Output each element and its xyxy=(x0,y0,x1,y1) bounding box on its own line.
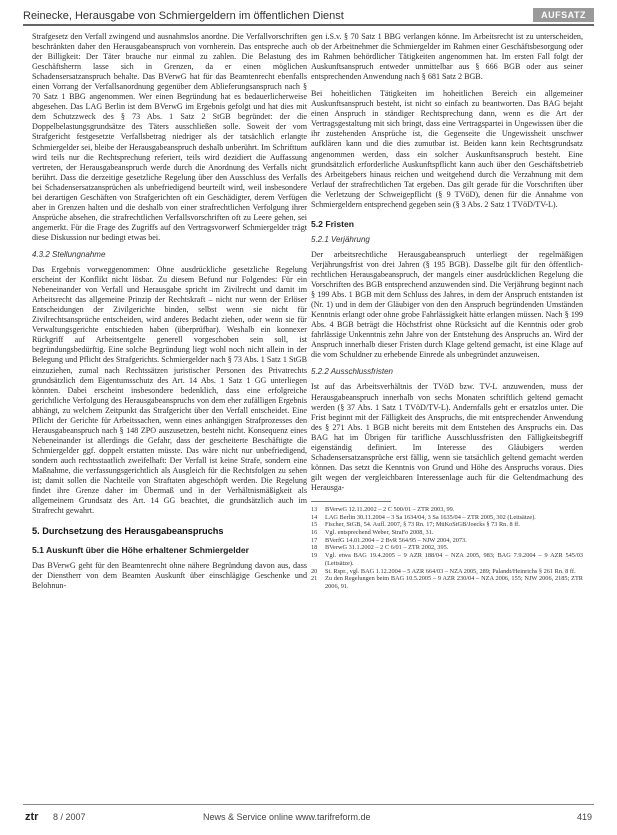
paragraph: Das Ergebnis vorweggenommen: Ohne ausdrückliche gesetzliche Regelung erscheint der Konflikt nicht lösbar. Zu diesem Befund nur Folgendes: Für ein Nebeneinander von Verfall und Herausgabe spricht im Zivilrecht und damit im Arbeitsrecht das allgemeine Prinzip der Rechtskraft – nicht nur wenn der Erlöser Entscheidungen der Zivilgerichte binden, selbst wenn sie nicht für Zivilrechtsansprüche entscheiden, wird anderes Bedacht ziehen, oder wenn sie für Verwaltungsgerichte entschieden haben (überprüfbar). Weshalb ein konnexer Rückgriff auf Arbeitsentgelte generell vorgeschoben sein soll, ist begründungsbedürftig. Eine solche Begründung liegt wohl noch nicht allein in der Belegung und Pflicht des Strafgerichts. Schmiergelder nach § 73 Abs. 1 Satz 1 StGB einzuziehen, zumal nach Rechtssätzen juristischer Personen des Privatrechts grundsätzlich dem Eigentumsschutz des Art. 14 Abs. 1 Satz 1 GG unterliegen könnten. Dabei erscheint insbesondere bedenklich, dass eine erfolgreiche gerichtliche Verfolgung des Herausgabeanspruchs von dem eher zufälligen Ergebnis abhängt, zu welchem Zeitpunkt das Strafgericht über den Verfall entscheidet. Eine Pflicht der Gerichte für Arbeitssachen, wenn eines anhängigen Strafprozesses den Herausgabeanspruch nach § 148 ZPO auszusetzen, besteht nicht. Konsequenz eines Nebeneinander ist allerdings die Gefahr, dass der gescheiterte Beschäftigte die Schmiergelder ggf. doppelt erstatten müsste. Das wäre nicht nur unbefriedigend, sondern auch rechtsstaatlich zweifelhaft: Der Verfall ist keine Strafe, sondern eine Maßnahme, die verfassungsgerichtlich als Ausgleich für die Rechtsfolgen zu sehen ist; damit sollen die Nachteile von Straftaten abgeschöpft werden. Die Regelung findet ihre Grenze daher im Übermaß und in der Verhältnismäßigkeit als allgemeinem Grundsatz des Art. 14 GG beachtet, die grundsätzlich auch im Strafrecht gewahrt. xyxy=(32,265,307,516)
footnote-text: Zu den Regelungen beim BAG 10.5.2005 – 9 AZR 230/04 – NZA 2006, 155; NJW 2006, 2185; ZTR 2006, 91. xyxy=(325,575,583,590)
footer-website: News & Service online www.tarifreform.de xyxy=(203,812,371,822)
footnotes xyxy=(311,506,583,591)
paragraph: Ist auf das Arbeitsverhältnis der TVöD bzw. TV-L anzuwenden, muss der Herausgabeanspruch innerhalb von sechs Monaten schriftlich geltend gemacht werden (§ 37 Abs. 1 Satz 1 TVöD/TV-L). Andernfalls geht er ersatzlos unter. Die Frist beginnt mit der Fälligkeit des Anspruchs, die mit entsprechender Anwendung des § 271 Abs. 1 BGB nicht bereits mit dem Entstehen des Anspruchs ein. Das BAG hat im Übrigen für tarifliche Ausschlussfristen den Fälligkeitsbegriff eigenständig definiert. Im Interesse des Gläubigers werden Schadensersatzansprüche erst fällig, wenn sie tatsächlich geltend gemacht werden können. Das setzt die Kenntnis von Grund und Höhe des Anspruchs voraus. Dies gilt wegen der vergleichbaren Interessenlage auch für die Geltendmachung des Herausga- xyxy=(311,382,583,492)
footnote xyxy=(311,529,583,537)
footnote xyxy=(311,568,583,576)
left-column xyxy=(32,32,307,598)
footnote-number: 14 xyxy=(311,513,318,521)
footnote xyxy=(311,575,583,590)
footnote xyxy=(311,544,583,552)
footnote-text: BVerwG 12.11.2002 – 2 C 500/01 – ZTR 2003, 99. xyxy=(325,505,455,513)
section-badge: AUFSATZ xyxy=(533,8,594,22)
footnote-number: 19 xyxy=(311,552,318,560)
paragraph: gen i.S.v. § 70 Satz 1 BBG verlangen könne. Im Arbeitsrecht ist zu unterscheiden, ob der Arbeitnehmer die Schmiergelder im Rahmen einer Geschäftsbesorgung oder im Rahmen behördlicher Tätigkeiten angenommen hat. Im ersten Fall folgt der Auskunftsanspruch entweder unmittelbar aus § 666 BGB oder aus seiner entsprechenden Anwendung nach § 681 Satz 2 BGB. xyxy=(311,32,583,82)
paragraph: Bei hoheitlichen Tätigkeiten im hoheitlichen Bereich ein allgemeiner Auskunftsanspruch besteht, ist nicht so einfach zu beantworten. Das BAG bejaht einen Anspruch in ständiger Rechtsprechung dann, wenn es die Art der Vertragsgestaltung mit sich bringt, dass eine Vertragspartei in Ungewissen über die ihr zustehenden Ansprüche ist, die Gegenseite die Ungewissheit unschwer aufklären kann und die dies zumutbar ist. Beiden kann kein Rechtsgrundsatz angenommen werden, dass ein solcher Auskunftsanspruch besteht. Eine grundsätzlich erforderliche Auskunftspflicht kann auch über den Geschäftsbetrieb des Arbeitgebers hinaus reichen und weitgehend durch die Verzahnung mit dem Verlauf der strafrechtlichen Tat ergeben. Das gilt gerade für die Vorschriften über die Verletzung der Schweigepflicht (§ 9 TVöD), denen für die Annahme von Schmiergeldern entsprechend gegeben sein (§ 3 Abs. 2 Satz 1 TVöD/TV-L). xyxy=(311,89,583,209)
footnote-number: 21 xyxy=(311,575,318,583)
right-column xyxy=(311,32,583,591)
footnote-number: 16 xyxy=(311,529,318,537)
paragraph: Strafgesetz den Verfall zwingend und ausnahmslos anordne. Die Verfallvorschriften beschränkten daher den Herausgabeanspruch von vornherein. Das entspreche auch der Billigkeit: Der Täter brauche nur einmal zu zahlen. Die Belastung des Geschäftsherrn lasse sich in Grenzen, da er einen möglichen Schadensersatzanspruch behalte. Das BVerwG hat für das Beamtenrecht ebenfalls einen Vorrang der Verfallsanordnung gegenüber dem Ablieferungsanspruch nach § 70 Satz 1 BBG angenommen. Wer einen Begründung hat es bedauerlicherweise abgesehen. Das LAG Berlin ist dem BVerwG im Ergebnis gefolgt und hat dies mit dem Schutzzweck des § 73 Abs. 1 Satz 2 StGB begründet: der die Doppelbelastungsgrundsätze des Täters ausschließen solle. Soweit der vom Strafgericht festgesetzte Verfallsbetrag niedriger als der tatsächlich erlangte Schmiergelder sei, bleibe der Herausgabeanspruch deshalb unberührt. Im Schrifttum wird teils nur die Rechtsprechung referiert, teils wird dezidiert die Auffassung vertreten, der Herausgabeanspruch werde durch die Anordnung des Verfalls nicht berührt. Dass die derzeitige gesetzliche Regelung über den Ausschluss des Verfalls bei Schadensersatzansprüchen als unbefriedigend beurteilt wird, weil insbesondere bei derartigen Geschäften von Strafgerichten oft ein Geschädigter, derem Verfügen aber in Grenzen halten und die deshalb von einer strafrechtlichen Verfolgung ihrer Ansprüche absehen, die strafrechtlichen Verfallsvorschriften oft zu Leere gehen, sei angemerkt. Für die Frage des Zugriffs auf den Vertragsvorwerf Schmiergelder trägt diese Diskussion nur bedingt etwas bei. xyxy=(32,32,307,242)
footnote-number: 15 xyxy=(311,521,318,529)
journal-logo: ztr xyxy=(25,811,39,823)
footnote-number: 13 xyxy=(311,505,318,513)
footnote xyxy=(311,537,583,545)
issue-number: 8 / 2007 xyxy=(53,812,86,822)
footnote xyxy=(311,514,583,522)
page-number: 419 xyxy=(576,812,592,822)
footnote-text: BVerwG 31.1.2002 – 2 C 6/01 – ZTR 2002, 395. xyxy=(325,544,449,552)
subsection-heading: 5.2.2 Ausschlussfristen xyxy=(311,367,393,377)
footnote-text: Vgl. etwa BAG 19.4.2005 – 9 AZR 188/04 – NZA 2005, 983; BAG 7.9.2004 – 9 AZR 545/03 (Leitsätze). xyxy=(325,552,583,567)
subsection-heading: 5.2.1 Verjährung xyxy=(311,234,370,244)
footnote-number: 18 xyxy=(311,544,318,552)
section-heading: 5. Durchsetzung des Herausgabeanspruchs xyxy=(32,526,224,537)
subsection-heading: 5.1 Auskunft über die Höhe erhaltener Schmiergelder xyxy=(32,545,249,556)
footnote-number: 17 xyxy=(311,536,318,544)
footnote-text: Vgl. entsprechend Weber, StraFo 2008, 31. xyxy=(325,529,434,537)
footnote-number: 20 xyxy=(311,567,318,575)
running-header-title: Reinecke, Herausgabe von Schmiergeldern im öffentlichen Dienst xyxy=(23,10,344,22)
paragraph: Der arbeitsrechtliche Herausgabeanspruch unterliegt der regelmäßigen Verjährungsfrist von drei Jahren (§ 195 BGB). Dasselbe gilt für den öffentlich-rechtlichen Herausgabeanspruch, der mangels einer ausdrücklichen Regelung die Vorschriften des BGB entsprechend anzuwenden sind. Die Verjährung beginnt nach § 199 Abs. 1 BGB mit dem Schluss des Jahres, in dem der Anspruch entstanden ist (Nr. 1) und in dem der Gläubiger von den den Anspruch begründenden Umständen Kenntnis erlangt oder ohne grobe Fahrlässigkeit hätte erlangen müssen. Nach § 199 Abs. 4 BGB beträgt die Höchstfrist ohne Rücksicht auf die Kenntnis oder grob fahrlässige Unkenntnis zehn Jahre von der Entstehung des Anspruchs an. Wird der Anspruch innerhalb dieser Fristen durch Klage geltend gemacht, ist eine Klage auf die vom Schuldner zu erhebende Einrede als unbegründet anzuweisen. xyxy=(311,249,583,360)
footnote-divider xyxy=(311,501,391,502)
footnote-text: Fischer, StGB, 54. Aufl. 2007, § 73 Rn. 17; MüKoStGB/Joecks § 73 Rn. 8 ff. xyxy=(325,521,520,529)
footnote-text: BVerfG 14.01.2004 – 2 BvR 564/95 – NJW 2004, 2073. xyxy=(325,536,467,544)
footnote-text: St. Rspr., vgl. BAG 1.12.2004 – 5 AZR 664/03 – NZA 2005, 289; Palandt/Heinrichs § 261 Rn. 8 ff. xyxy=(325,567,576,575)
footnote xyxy=(311,521,583,529)
footnote-text: LAG Berlin 30.11.2004 – 3 Sa 1634/04, 3 Sa 1635/04 – ZTR 2005, 302 (Leitsätze). xyxy=(325,513,536,521)
subsection-heading: 5.2 Fristen xyxy=(311,218,354,229)
page-footer xyxy=(23,804,594,827)
paragraph: Das BVerwG geht für den Beamtenrecht ohne nähere Begründung davon aus, dass der Dienstherr von dem Beamten Auskunft über einschlägige Geschenke und Belohnun- xyxy=(32,561,307,591)
footnote xyxy=(311,552,583,567)
footnote xyxy=(311,506,583,514)
subsection-heading: 4.3.2 Stellungnahme xyxy=(32,249,106,259)
running-header xyxy=(23,8,594,26)
